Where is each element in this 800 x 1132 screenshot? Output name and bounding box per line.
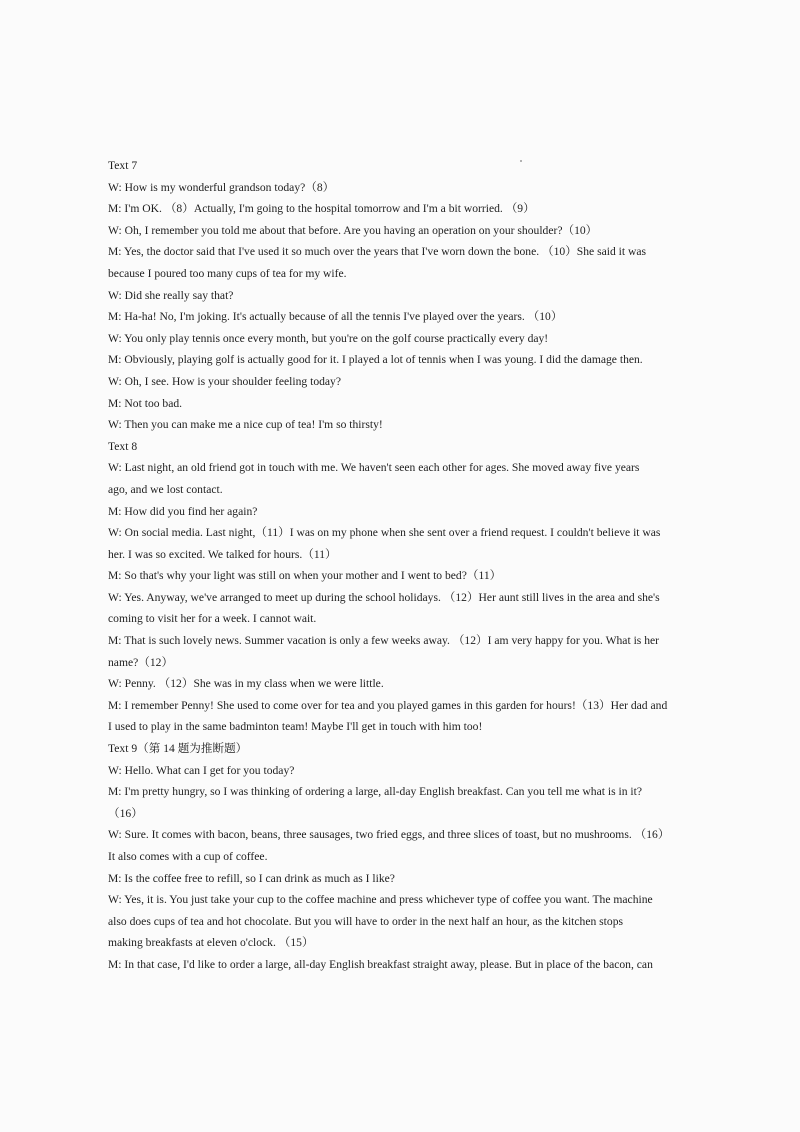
dialogue-line: M: I'm pretty hungry, so I was thinking of ordering a large, all-day English breakfast. Can you tell me what is in it?	[108, 785, 642, 799]
dialogue-line: W: You only play tennis once every month, but you're on the golf course practically every day!	[108, 331, 549, 345]
dialogue-line: also does cups of tea and hot chocolate. But you will have to order in the next half an hour, as the kitchen stops	[108, 914, 624, 928]
dialogue-line: W: Yes. Anyway, we've arranged to meet up during the school holidays. （12）Her aunt still lives in the area and she's	[108, 590, 660, 604]
dialogue-line: coming to visit her for a week. I cannot wait.	[108, 612, 317, 626]
section-heading-text-9: Text 9（第 14 题为推断题）	[108, 742, 248, 756]
dialogue-line: M: I remember Penny! She used to come over for tea and you played games in this garden for hours!（13）Her dad and	[108, 698, 668, 712]
section-heading-text-8: Text 8	[108, 439, 138, 453]
dialogue-line: W: Yes, it is. You just take your cup to the coffee machine and press whichever type of coffee you want. The machine	[108, 893, 653, 907]
transcript-body	[108, 155, 708, 976]
dialogue-line: M: How did you find her again?	[108, 504, 258, 518]
dialogue-line: W: Hello. What can I get for you today?	[108, 763, 295, 777]
dialogue-line: her. I was so excited. We talked for hours.（11）	[108, 547, 337, 561]
dialogue-line: name?（12）	[108, 655, 174, 669]
dialogue-line: W: How is my wonderful grandson today?（8）	[108, 180, 335, 194]
dialogue-line: W: Sure. It comes with bacon, beans, three sausages, two fried eggs, and three slices of toast, but no mushrooms. （16）	[108, 828, 670, 842]
dialogue-line: M: Not too bad.	[108, 396, 183, 410]
dialogue-line: M: Is the coffee free to refill, so I can drink as much as I like?	[108, 871, 395, 885]
dialogue-line: M: That is such lovely news. Summer vacation is only a few weeks away. （12）I am very happy for you. What is her	[108, 634, 660, 648]
dialogue-line: W: Did she really say that?	[108, 288, 234, 302]
dialogue-line: M: I'm OK. （8）Actually, I'm going to the hospital tomorrow and I'm a bit worried. （9）	[108, 202, 535, 216]
dialogue-line: M: In that case, I'd like to order a large, all-day English breakfast straight away, please. But in place of the bacon, can	[108, 957, 653, 971]
dialogue-line: W: Then you can make me a nice cup of tea! I'm so thirsty!	[108, 418, 383, 432]
dialogue-line: M: Ha-ha! No, I'm joking. It's actually because of all the tennis I've played over the years. （10）	[108, 310, 563, 324]
dialogue-line: I used to play in the same badminton team! Maybe I'll get in touch with him too!	[108, 720, 483, 734]
section-heading-text-7: Text 7	[108, 159, 138, 172]
dialogue-line: ago, and we lost contact.	[108, 482, 223, 496]
dialogue-line: M: Yes, the doctor said that I've used it so much over the years that I've worn down the bone. （10）She said it was	[108, 245, 647, 259]
dialogue-line: W: Oh, I remember you told me about that before. Are you having an operation on your shoulder?（10）	[108, 223, 598, 237]
dialogue-line: It also comes with a cup of coffee.	[108, 850, 268, 863]
dialogue-line: making breakfasts at eleven o'clock. （15）	[108, 936, 314, 950]
dialogue-line: W: On social media. Last night,（11）I was on my phone when she sent over a friend request. I couldn't believe it was	[108, 526, 661, 540]
dialogue-line: W: Oh, I see. How is your shoulder feeling today?	[108, 374, 341, 388]
dialogue-line: M: So that's why your light was still on when your mother and I went to bed?（11）	[108, 569, 502, 583]
dialogue-line: W: Penny. （12）She was in my class when we were little.	[108, 677, 384, 691]
dialogue-line: （16）	[108, 806, 143, 820]
dialogue-line: M: Obviously, playing golf is actually good for it. I played a lot of tennis when I was young. I did the damage then.	[108, 353, 643, 367]
dialogue-line: W: Last night, an old friend got in touch with me. We haven't seen each other for ages. She moved away five years	[108, 461, 640, 475]
dialogue-line: because I poured too many cups of tea for my wife.	[108, 266, 347, 280]
